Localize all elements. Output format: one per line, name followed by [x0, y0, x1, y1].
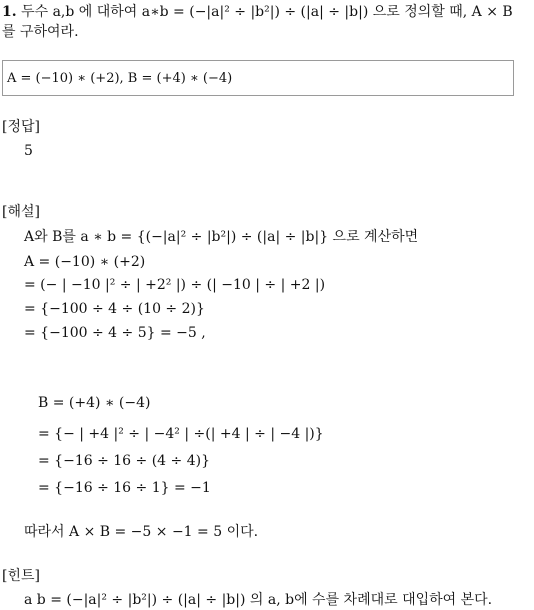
solution-line: = {−100 ÷ 4 ÷ (10 ÷ 2)} [24, 301, 205, 317]
hint-text: a b = (−|a|² ÷ |b²|) ÷ (|a| ÷ |b|) 의 a, b에 수를 차례대로 대입하여 본다. [24, 592, 493, 608]
solution-line: = (− | −10 |² ÷ | +2² |) ÷ (| −10 | ÷ | +2 |) [24, 277, 326, 293]
solution-line: = {−16 ÷ 16 ÷ 1} = −1 [38, 480, 211, 496]
solution-line: = {−100 ÷ 4 ÷ 5} = −5 , [24, 325, 206, 341]
answer-value: 5 [24, 143, 33, 159]
given-box [2, 60, 514, 96]
question-line-1 [2, 2, 513, 22]
solution-line: A = (−10) ∗ (+2) [24, 254, 146, 270]
answer-label: [정답] [2, 119, 40, 135]
solution-line: B = (+4) ∗ (−4) [38, 395, 151, 411]
question-text: 두수 a,b 에 대하여 a∗b = (−|a|² ÷ |b²|) ÷ (|a| ÷ |b|) 으로 정의할 때, A × B [21, 4, 513, 20]
solution-line: = {− | +4 |² ÷ | −4² | ÷(| +4 | ÷ | −4 |)} [38, 426, 324, 442]
given-expression: A = (−10) ∗ (+2), B = (+4) ∗ (−4) [7, 71, 233, 86]
solution-line: A와 B를 a ∗ b = {(−|a|² ÷ |b²|) ÷ (|a| ÷ |b|} 으로 계산하면 [24, 229, 419, 245]
solution-label: [해설] [2, 204, 40, 220]
question-number: 1. [2, 4, 17, 20]
question-text-line-2: 를 구하여라. [2, 24, 79, 40]
solution-line: = {−16 ÷ 16 ÷ (4 ÷ 4)} [38, 453, 210, 469]
solution-conclusion: 따라서 A × B = −5 × −1 = 5 이다. [24, 524, 259, 540]
hint-label: [힌트] [2, 568, 40, 584]
